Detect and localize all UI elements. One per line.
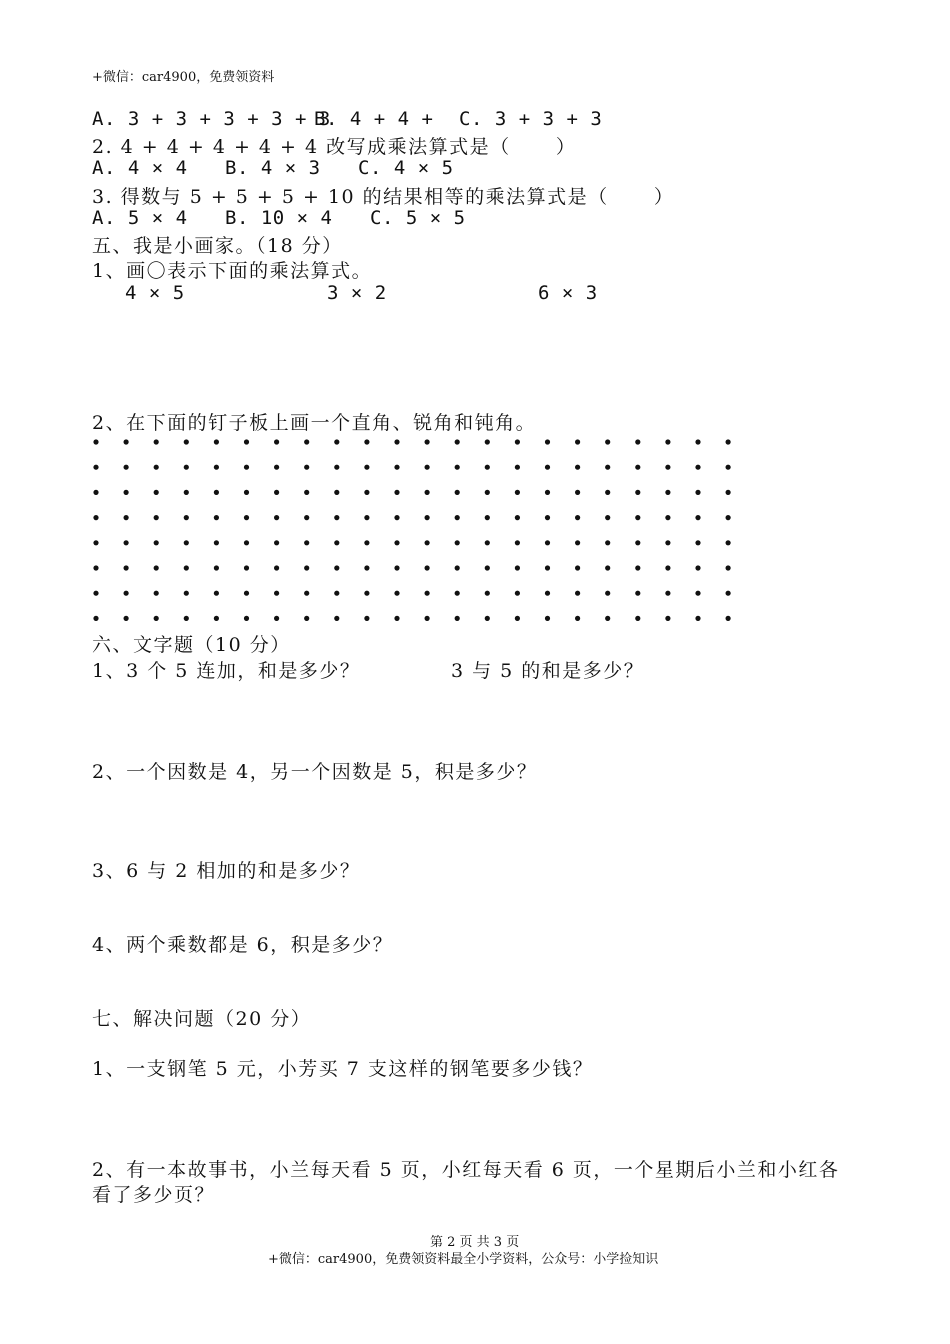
peg-dot	[184, 591, 189, 596]
peg-dot	[334, 591, 339, 596]
peg-dot	[455, 465, 460, 470]
peg-dot	[515, 490, 520, 495]
peg-dot	[665, 465, 670, 470]
peg-dot	[93, 591, 98, 596]
q3-option-b: B. 10 × 4	[225, 207, 333, 229]
peg-dot	[394, 490, 399, 495]
q2-option-c: C. 4 × 5	[358, 157, 454, 179]
footer-wechat: +微信：car4900，免费领资料最全小学资料，公众号：小学捡知识	[268, 1252, 659, 1267]
peg-dot	[665, 565, 670, 570]
peg-dot	[726, 565, 731, 570]
peg-dot	[394, 515, 399, 520]
peg-dot	[214, 540, 219, 545]
peg-dot	[635, 515, 640, 520]
peg-dot	[455, 565, 460, 570]
peg-dot	[455, 515, 460, 520]
header-wechat: +微信：car4900，免费领资料	[92, 70, 275, 85]
peg-dot	[515, 439, 520, 444]
peg-dot	[93, 490, 98, 495]
peg-dot	[605, 565, 610, 570]
peg-dot	[334, 565, 339, 570]
peg-dot	[334, 540, 339, 545]
peg-dot	[575, 465, 580, 470]
peg-dot	[154, 565, 159, 570]
s6-q1b: 3 与 5 的和是多少？	[451, 660, 645, 682]
peg-dot	[726, 490, 731, 495]
peg-dot	[485, 540, 490, 545]
peg-dot	[726, 515, 731, 520]
peg-dot	[244, 515, 249, 520]
s6-q3: 3、6 与 2 相加的和是多少？	[92, 860, 361, 882]
peg-dot	[695, 439, 700, 444]
peg-dot	[93, 565, 98, 570]
peg-dot	[545, 565, 550, 570]
peg-dot	[184, 515, 189, 520]
peg-dot	[394, 439, 399, 444]
peg-dot	[665, 616, 670, 621]
peg-dot	[364, 565, 369, 570]
peg-dot	[575, 490, 580, 495]
peg-dot	[244, 591, 249, 596]
peg-dot	[364, 465, 369, 470]
peg-dot	[154, 591, 159, 596]
peg-dot	[726, 465, 731, 470]
peg-dot	[184, 540, 189, 545]
peg-dot	[93, 465, 98, 470]
peg-dot	[154, 616, 159, 621]
peg-dot	[304, 540, 309, 545]
peg-dot	[605, 515, 610, 520]
peg-dot	[545, 540, 550, 545]
peg-dot	[124, 591, 129, 596]
section5-title: 五、我是小画家。（18 分）	[92, 235, 343, 257]
peg-dot	[605, 616, 610, 621]
peg-dot	[334, 490, 339, 495]
peg-dot	[304, 465, 309, 470]
peg-dot	[274, 591, 279, 596]
peg-dot	[124, 616, 129, 621]
peg-dot	[274, 565, 279, 570]
q2-text: 2. 4 + 4 + 4 + 4 + 4 改写成乘法算式是（ ）	[92, 136, 577, 158]
peg-dot	[545, 465, 550, 470]
footer-page-number: 第 2 页 共 3 页	[430, 1235, 520, 1250]
peg-dot	[93, 616, 98, 621]
peg-dot	[485, 465, 490, 470]
peg-dot	[214, 490, 219, 495]
peg-dot	[394, 565, 399, 570]
peg-dot	[605, 490, 610, 495]
peg-dot	[364, 439, 369, 444]
peg-dot	[515, 465, 520, 470]
peg-dot	[545, 515, 550, 520]
peg-dot	[154, 540, 159, 545]
peg-dot	[665, 515, 670, 520]
peg-dot	[665, 490, 670, 495]
peg-dot	[485, 490, 490, 495]
peg-dot	[334, 515, 339, 520]
peg-dot	[214, 515, 219, 520]
peg-dot	[304, 616, 309, 621]
peg-dot	[695, 515, 700, 520]
peg-dot	[214, 465, 219, 470]
peg-dot	[726, 616, 731, 621]
peg-dot	[575, 540, 580, 545]
peg-dot	[124, 565, 129, 570]
peg-dot	[244, 565, 249, 570]
peg-dot	[485, 439, 490, 444]
peg-dot	[304, 565, 309, 570]
peg-dot	[334, 616, 339, 621]
peg-dot	[394, 616, 399, 621]
q1-option-c: C. 3 + 3 + 3	[459, 108, 603, 130]
q2-option-b: B. 4 × 3	[225, 157, 321, 179]
peg-dot	[455, 439, 460, 444]
peg-dot	[93, 515, 98, 520]
peg-dot	[455, 591, 460, 596]
peg-dot	[726, 439, 731, 444]
peg-dot	[214, 616, 219, 621]
peg-dot	[515, 540, 520, 545]
peg-dot	[605, 439, 610, 444]
peg-dot	[425, 616, 430, 621]
peg-dot	[244, 540, 249, 545]
peg-dot	[575, 515, 580, 520]
peg-dot	[124, 465, 129, 470]
peg-dot	[575, 591, 580, 596]
peg-dot	[425, 465, 430, 470]
peg-dot	[93, 439, 98, 444]
peg-dot	[124, 515, 129, 520]
q1-option-b: B. 4 + 4 +	[314, 108, 434, 130]
peg-dot	[425, 515, 430, 520]
peg-dot	[515, 565, 520, 570]
peg-dot	[605, 591, 610, 596]
peg-dot	[605, 465, 610, 470]
peg-dot	[726, 540, 731, 545]
peg-dot	[545, 591, 550, 596]
peg-dot	[485, 616, 490, 621]
peg-dot	[665, 591, 670, 596]
peg-dot	[515, 591, 520, 596]
peg-dot	[515, 616, 520, 621]
peg-dot	[364, 591, 369, 596]
peg-dot	[214, 439, 219, 444]
s5-q1-text: 1、画〇表示下面的乘法算式。	[92, 260, 373, 282]
s6-q4: 4、两个乘数都是 6，积是多少？	[92, 934, 394, 956]
s5-expr-3: 6 × 3	[538, 282, 598, 304]
peg-dot	[154, 465, 159, 470]
peg-dot	[485, 591, 490, 596]
peg-dot	[515, 515, 520, 520]
peg-dot	[485, 565, 490, 570]
s6-q2: 2、一个因数是 4，另一个因数是 5，积是多少？	[92, 761, 538, 783]
peg-dot	[455, 616, 460, 621]
peg-dot	[244, 616, 249, 621]
peg-dot	[695, 465, 700, 470]
peg-dot	[695, 591, 700, 596]
peg-dot	[545, 616, 550, 621]
s6-q1a: 1、3 个 5 连加，和是多少？	[92, 660, 361, 682]
peg-dot	[124, 490, 129, 495]
s7-q2-line1: 2、有一本故事书，小兰每天看 5 页，小红每天看 6 页，一个星期后小兰和小红各	[92, 1159, 840, 1181]
peg-dot	[184, 565, 189, 570]
peg-dot	[274, 439, 279, 444]
peg-dot	[274, 490, 279, 495]
peg-dot	[364, 540, 369, 545]
peg-dot	[214, 565, 219, 570]
peg-dot	[635, 490, 640, 495]
peg-dot	[244, 439, 249, 444]
peg-dot	[635, 540, 640, 545]
peg-dot	[425, 439, 430, 444]
peg-dot	[695, 565, 700, 570]
q1-option-a: A. 3 + 3 + 3 + 3 + 3	[92, 108, 331, 130]
peg-dot	[274, 465, 279, 470]
peg-dot	[214, 591, 219, 596]
peg-dot	[545, 490, 550, 495]
peg-dot	[304, 515, 309, 520]
peg-dot	[605, 540, 610, 545]
section6-title: 六、文字题（10 分）	[92, 634, 291, 656]
peg-dot	[575, 616, 580, 621]
peg-dot	[184, 465, 189, 470]
peg-dot	[364, 490, 369, 495]
peg-dot	[635, 565, 640, 570]
peg-dot	[244, 490, 249, 495]
peg-dot	[695, 540, 700, 545]
s7-q2-line2: 看了多少页？	[92, 1184, 216, 1206]
peg-dot	[635, 616, 640, 621]
peg-dot	[304, 490, 309, 495]
peg-dot	[93, 540, 98, 545]
q3-option-c: C. 5 × 5	[370, 207, 466, 229]
peg-dot	[635, 591, 640, 596]
section7-title: 七、解决问题（20 分）	[92, 1008, 312, 1030]
peg-dot	[124, 540, 129, 545]
q3-option-a: A. 5 × 4	[92, 207, 188, 229]
q3-text: 3. 得数与 5 + 5 + 5 + 10 的结果相等的乘法算式是（ ）	[92, 186, 675, 208]
peg-dot	[124, 439, 129, 444]
peg-dot	[304, 439, 309, 444]
s5-q2-text: 2、在下面的钉子板上画一个直角、锐角和钝角。	[92, 412, 537, 434]
peg-dot	[695, 616, 700, 621]
peg-dot	[274, 616, 279, 621]
peg-dot	[695, 490, 700, 495]
peg-dot	[274, 515, 279, 520]
peg-dot	[455, 490, 460, 495]
peg-dot	[304, 591, 309, 596]
peg-dot	[154, 490, 159, 495]
peg-dot	[154, 515, 159, 520]
peg-dot	[184, 439, 189, 444]
peg-dot	[635, 465, 640, 470]
s7-q1: 1、一支钢笔 5 元，小芳买 7 支这样的钢笔要多少钱？	[92, 1058, 594, 1080]
s5-expr-1: 4 × 5	[125, 282, 185, 304]
peg-dot	[364, 616, 369, 621]
peg-dot	[485, 515, 490, 520]
q2-option-a: A. 4 × 4	[92, 157, 188, 179]
peg-dot	[726, 591, 731, 596]
peg-dot	[184, 616, 189, 621]
peg-dot	[635, 439, 640, 444]
s5-expr-2: 3 × 2	[327, 282, 387, 304]
peg-dot	[455, 540, 460, 545]
peg-dot	[394, 591, 399, 596]
peg-dot	[425, 565, 430, 570]
peg-dot	[425, 490, 430, 495]
peg-dot	[394, 465, 399, 470]
peg-dot	[425, 540, 430, 545]
peg-dot	[575, 439, 580, 444]
peg-dot	[274, 540, 279, 545]
peg-dot	[575, 565, 580, 570]
peg-dot	[184, 490, 189, 495]
peg-dot	[665, 439, 670, 444]
peg-dot	[545, 439, 550, 444]
peg-dot	[394, 540, 399, 545]
peg-dot	[364, 515, 369, 520]
peg-dot	[665, 540, 670, 545]
peg-dot	[334, 465, 339, 470]
peg-dot	[244, 465, 249, 470]
peg-dot	[154, 439, 159, 444]
peg-dot	[334, 439, 339, 444]
peg-dot	[425, 591, 430, 596]
